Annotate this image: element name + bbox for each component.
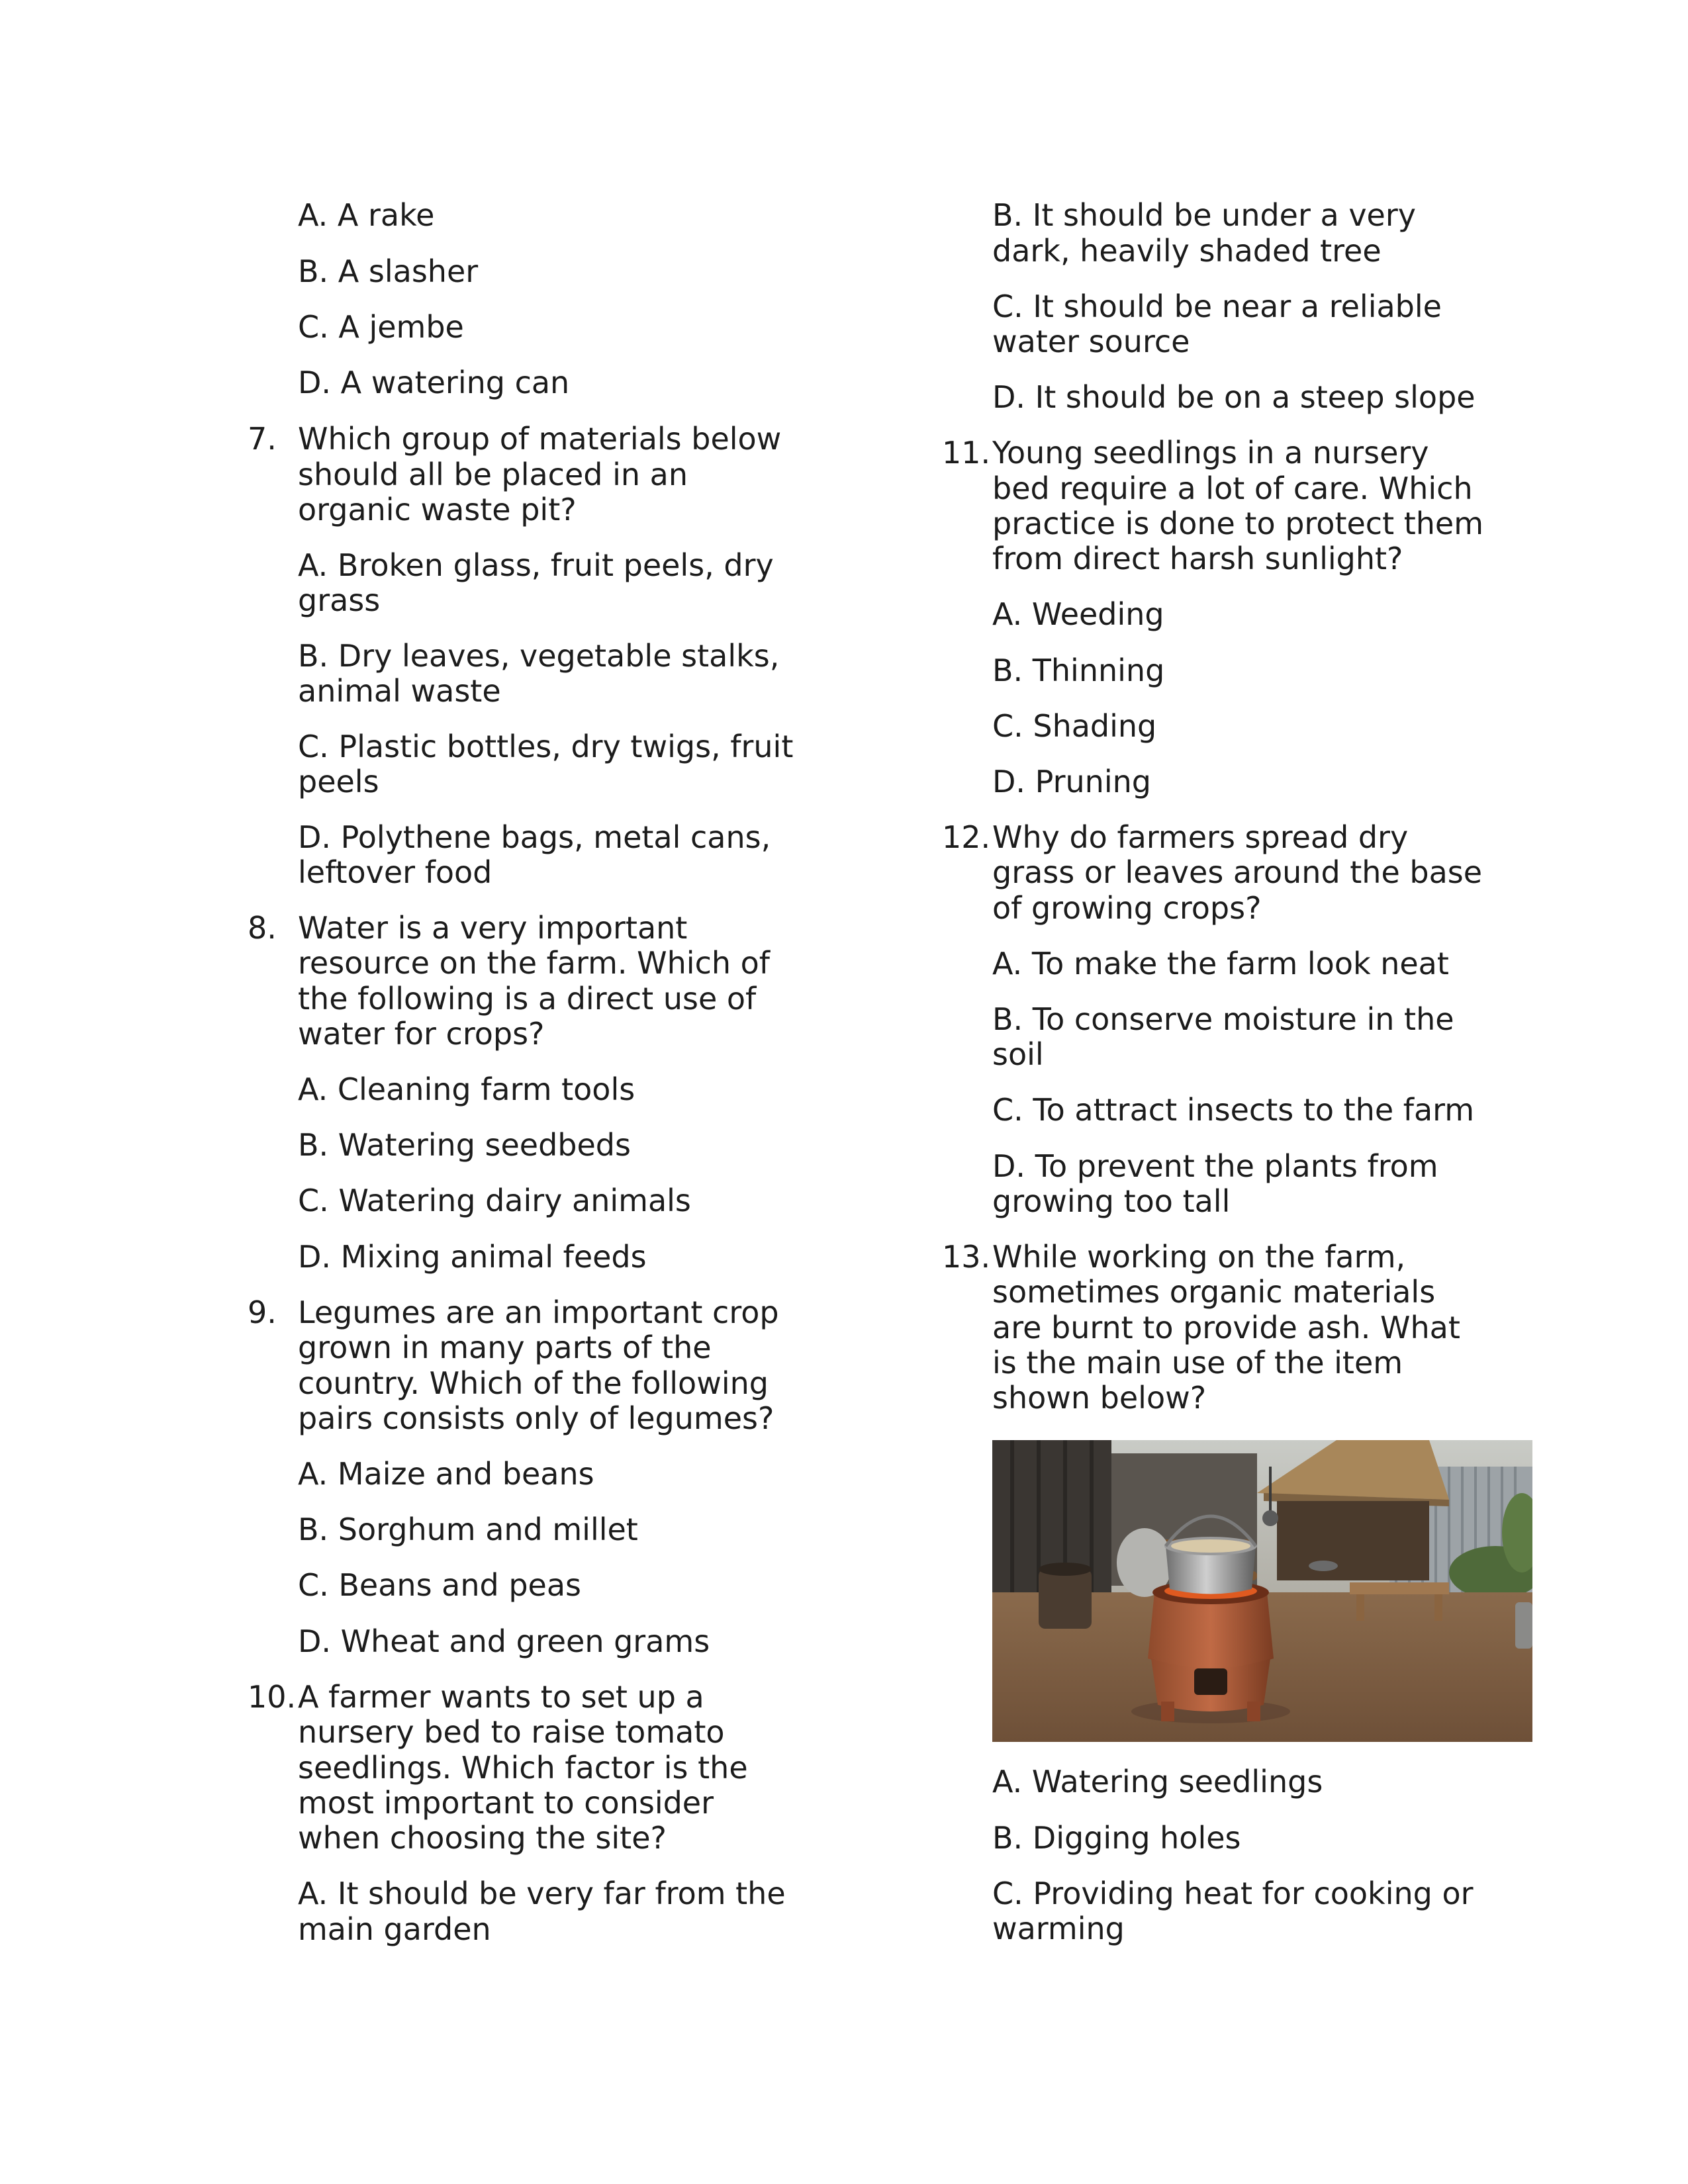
question-stem-line: sometimes organic materials <box>992 1274 1436 1310</box>
q12-option-b: B. To conserve moisture in the <box>992 1001 1454 1037</box>
q11-option-d: D. Pruning <box>992 764 1151 799</box>
q6-option-d: D. A watering can <box>298 365 570 400</box>
q7-option-a: grass <box>298 582 381 618</box>
q10-option-b: dark, heavily shaded tree <box>992 233 1382 269</box>
q9-option-a: A. Maize and beans <box>298 1456 594 1492</box>
q7-option-b: B. Dry leaves, vegetable stalks, <box>298 638 780 674</box>
question-stem-line: from direct harsh sunlight? <box>992 541 1403 576</box>
q13-option-c: C. Providing heat for cooking or <box>992 1876 1474 1911</box>
question-number: 9. <box>248 1295 277 1330</box>
question-stem-line: Which group of materials below <box>298 421 782 457</box>
q8-option-c: C. Watering dairy animals <box>298 1183 691 1218</box>
question-stem-line: of growing crops? <box>992 890 1262 926</box>
q12-option-c: C. To attract insects to the farm <box>992 1092 1475 1128</box>
question-stem-line: practice is done to protect them <box>992 506 1484 541</box>
q10-option-c: C. It should be near a reliable <box>992 289 1442 324</box>
question-stem-line: the following is a direct use of <box>298 981 757 1017</box>
question-stem-line: A farmer wants to set up a <box>298 1679 704 1715</box>
question-stem-line: most important to consider <box>298 1785 714 1821</box>
question-number: 7. <box>248 421 277 457</box>
q13-option-b: B. Digging holes <box>992 1820 1241 1856</box>
q9-option-b: B. Sorghum and millet <box>298 1512 638 1547</box>
q7-option-a: A. Broken glass, fruit peels, dry <box>298 547 774 583</box>
q11-option-c: C. Shading <box>992 708 1157 744</box>
question-stem-line: While working on the farm, <box>992 1239 1406 1275</box>
q9-option-d: D. Wheat and green grams <box>298 1623 710 1659</box>
q7-option-d: D. Polythene bags, metal cans, <box>298 819 771 855</box>
question-stem-line: Why do farmers spread dry <box>992 819 1409 855</box>
q12-option-a: A. To make the farm look neat <box>992 946 1449 981</box>
q12-option-b: soil <box>992 1036 1044 1072</box>
q7-option-c: peels <box>298 764 379 799</box>
q8-option-b: B. Watering seedbeds <box>298 1127 631 1163</box>
question-stem-line: pairs consists only of legumes? <box>298 1400 774 1436</box>
question-number: 10. <box>248 1679 297 1715</box>
q10-option-a: A. It should be very far from the <box>298 1876 786 1911</box>
question-stem-line: water for crops? <box>298 1016 545 1052</box>
q10-option-a: main garden <box>298 1911 491 1947</box>
q6-option-a: A. A rake <box>298 197 435 233</box>
question-stem-line: when choosing the site? <box>298 1820 667 1856</box>
q13-option-a: A. Watering seedlings <box>992 1764 1323 1799</box>
question-stem-line: are burnt to provide ash. What <box>992 1310 1460 1345</box>
question-stem-line: organic waste pit? <box>298 492 577 527</box>
q8-option-a: A. Cleaning farm tools <box>298 1071 635 1107</box>
q6-option-b: B. A slasher <box>298 253 479 289</box>
q13-option-c: warming <box>992 1911 1125 1946</box>
question-stem-line: bed require a lot of care. Which <box>992 471 1473 506</box>
q7-option-b: animal waste <box>298 673 501 709</box>
q10-option-b: B. It should be under a very <box>992 197 1416 233</box>
question-stem-line: should all be placed in an <box>298 457 688 492</box>
question-stem-line: country. Which of the following <box>298 1365 769 1401</box>
question-stem-line: is the main use of the item <box>992 1345 1403 1381</box>
question-stem-line: nursery bed to raise tomato <box>298 1714 725 1750</box>
q10-option-c: water source <box>992 324 1190 359</box>
question-stem-line: grown in many parts of the <box>298 1330 712 1365</box>
question-stem-line: Young seedlings in a nursery <box>992 435 1429 471</box>
q9-option-c: C. Beans and peas <box>298 1567 581 1603</box>
q7-option-c: C. Plastic bottles, dry twigs, fruit <box>298 729 794 764</box>
question-stem-line: resource on the farm. Which of <box>298 945 770 981</box>
q12-option-d: growing too tall <box>992 1183 1231 1219</box>
question-number: 11. <box>942 435 991 471</box>
q6-option-c: C. A jembe <box>298 309 464 345</box>
q11-option-b: B. Thinning <box>992 653 1165 688</box>
question-number: 13. <box>942 1239 991 1275</box>
question-stem-line: Water is a very important <box>298 910 688 946</box>
question-stem-line: shown below? <box>992 1380 1207 1416</box>
jiko-stove-photo <box>992 1440 1532 1742</box>
q8-option-d: D. Mixing animal feeds <box>298 1239 647 1275</box>
question-stem-line: grass or leaves around the base <box>992 854 1483 890</box>
q12-option-d: D. To prevent the plants from <box>992 1148 1438 1184</box>
q10-option-d: D. It should be on a steep slope <box>992 379 1476 415</box>
question-number: 8. <box>248 910 277 946</box>
q11-option-a: A. Weeding <box>992 596 1164 632</box>
q7-option-d: leftover food <box>298 854 492 890</box>
question-stem-line: seedlings. Which factor is the <box>298 1750 748 1786</box>
question-number: 12. <box>942 819 991 855</box>
question-stem-line: Legumes are an important crop <box>298 1295 779 1330</box>
